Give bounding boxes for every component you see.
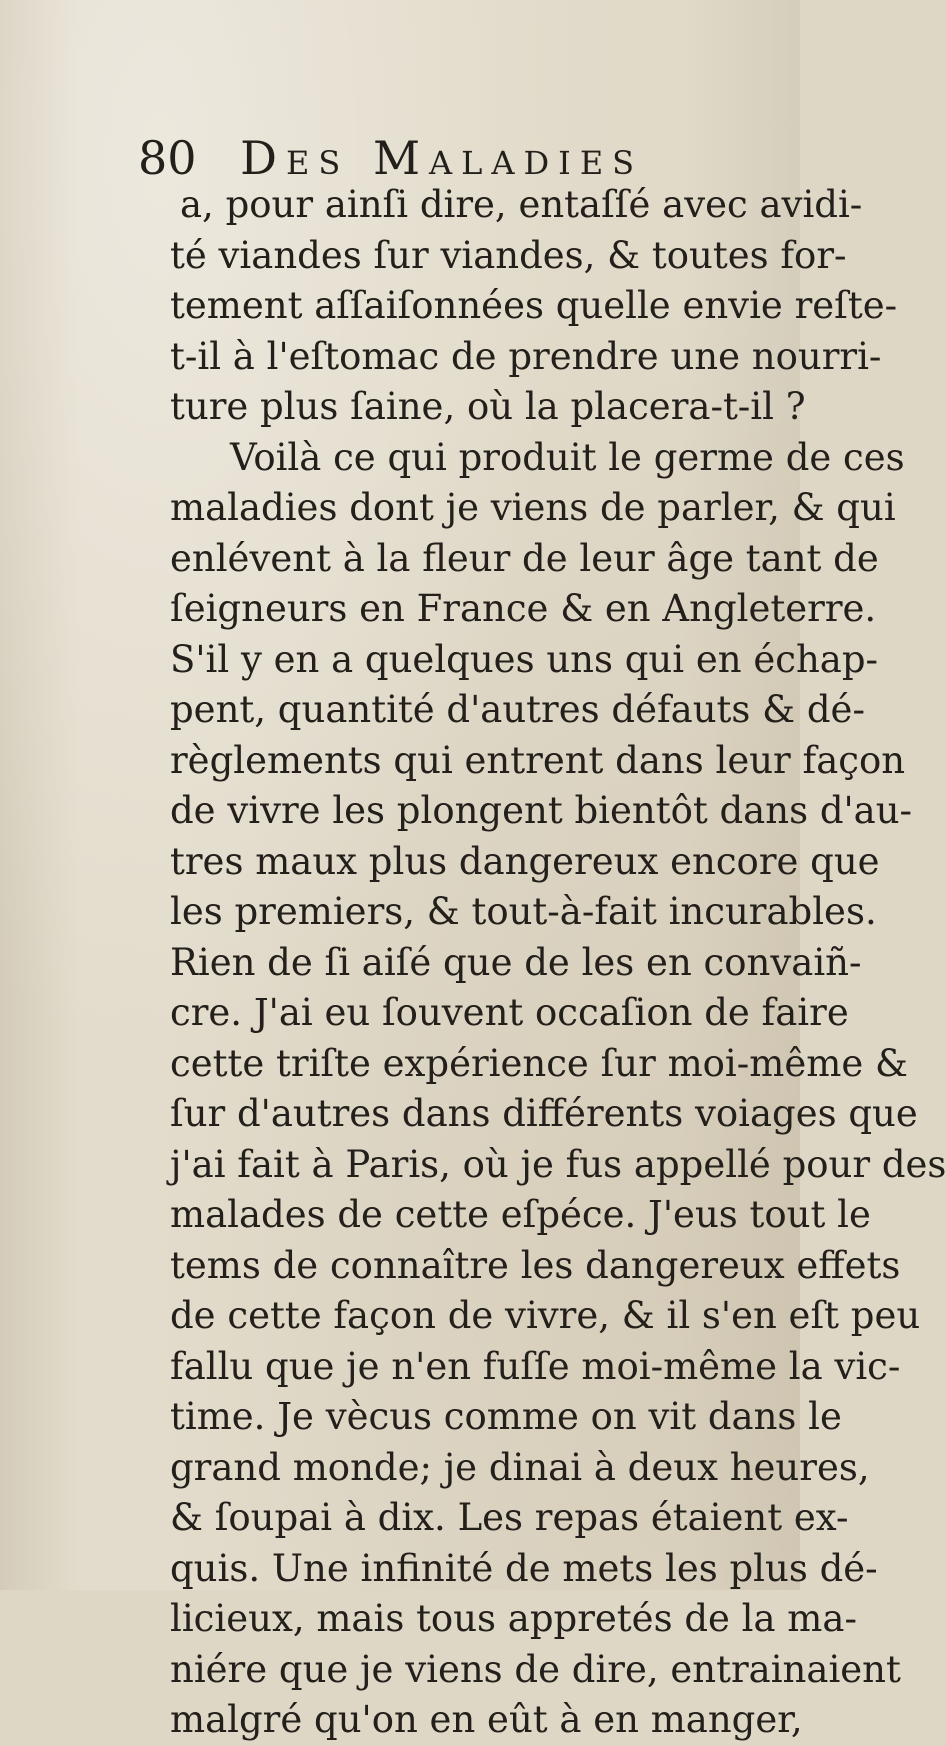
text-line: tement aſſaiſonnées quelle envie reſte- — [170, 284, 898, 327]
running-title: Des Maladies — [240, 131, 644, 185]
text-line: ture plus ſaine, où la placera-t-il ? — [170, 385, 806, 428]
text-line: a, pour ainſi dire, entaſſé avec avidi- — [180, 183, 863, 226]
text-line: & ſoupai à dix. Les repas étaient ex- — [170, 1496, 849, 1539]
text-line: ſeigneurs en France & en Angleterre. — [170, 587, 877, 630]
text-line: maladies dont je viens de parler, & qui — [170, 486, 896, 529]
text-line: Voilà ce qui produit le germe de ces — [230, 435, 905, 479]
text-line: de cette façon de vivre, & il s'en eſt peu — [170, 1294, 921, 1337]
text-line: licieux, mais tous appretés de la ma- — [170, 1597, 857, 1640]
text-line: règlements qui entrent dans leur façon — [170, 738, 906, 782]
text-line: j'ai fait à Paris, où je fus appellé pour des — [170, 1142, 946, 1186]
text-line: grand monde; je dinai à deux heures, — [170, 1445, 870, 1489]
text-line: S'il y en a quelques uns qui en échap- — [170, 637, 879, 681]
text-line: pent, quantité d'autres défauts & dé- — [170, 688, 865, 731]
text-line: time. Je vècus comme on vit dans le — [170, 1395, 842, 1438]
page-header — [138, 131, 644, 185]
text-line: tems de connaître les dangereux effets — [170, 1243, 901, 1287]
text-line: tres maux plus dangereux encore que — [170, 839, 880, 883]
text-line: niére que je viens de dire, entrainaient — [170, 1647, 901, 1691]
text-line: les premiers, & tout-à-fait incurables. — [170, 890, 877, 933]
text-line: quis. Une infinité de mets les plus dé- — [170, 1546, 878, 1590]
text-line: malades de cette eſpéce. J'eus tout le — [170, 1193, 871, 1236]
text-line: de vivre les plongent bientôt dans d'au- — [170, 789, 913, 832]
text-line: cette triſte expérience ſur moi-même & — [170, 1041, 908, 1085]
text-line: té viandes ſur viandes, & toutes for- — [170, 233, 847, 277]
text-line: t-il à l'eſtomac de prendre une nourri- — [170, 334, 882, 378]
body-text — [170, 180, 946, 1746]
text-line: fallu que je n'en fuſſe moi-même la vic- — [170, 1344, 901, 1388]
text-line: cre. J'ai eu ſouvent occaſion de faire — [170, 991, 849, 1034]
text-line: Rien de ſi aiſé que de les en convaiñ- — [170, 940, 862, 984]
page-number: 80 — [138, 131, 197, 185]
text-line: malgré qu'on en eût à en manger, — [170, 1698, 803, 1741]
text-line: ſur d'autres dans différents voiages que — [170, 1092, 918, 1135]
text-line: enlévent à la fleur de leur âge tant de — [170, 536, 879, 580]
